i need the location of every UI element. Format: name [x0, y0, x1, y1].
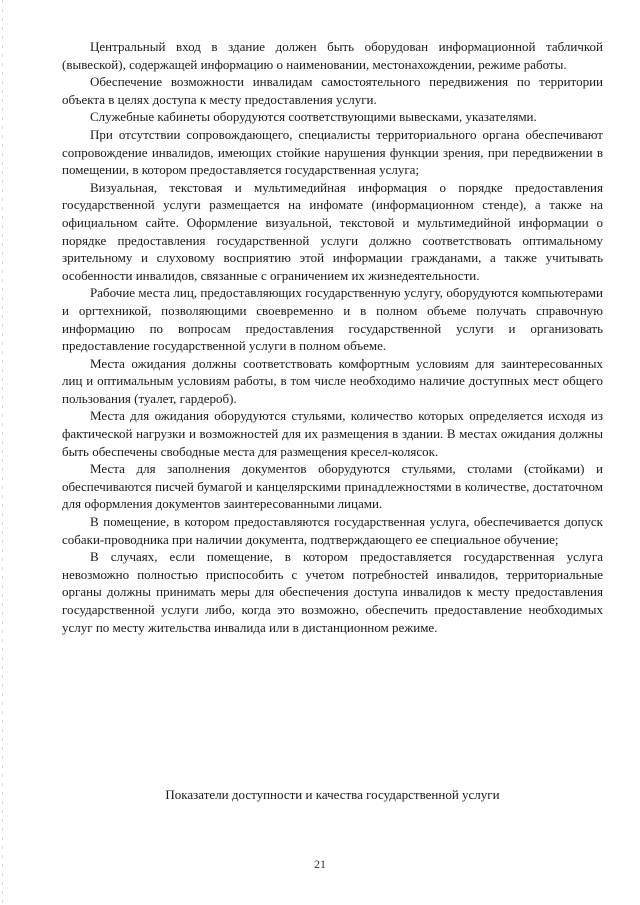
paragraph-visual-information: Визуальная, текстовая и мультимедийная информация о порядке предоставления государственной услуги размещается на инфомате (информационном стенде), а также на официальном сайте. Оформление визуальной, текстовой и мультимедийной информации о порядке предоставления государственной услуги должно соответствовать оптимальному зрительному и слуховому восприятию этой информации гражданами, а также учитывать особенности инвалидов, связанные с ограничением их жизнедеятельности.	[62, 179, 603, 283]
paragraph-independent-movement: Обеспечение возможности инвалидам самостоятельного передвижения по территории объекта в целях доступа к месту предоставления услуги.	[62, 74, 603, 107]
paragraph-workplaces: Рабочие места лиц, предоставляющих государственную услугу, оборудуются компьютерами и оргтехникой, позволяющими своевременно и в полном объеме получать справочную информацию по вопросам предоставления государственной услуги и организовать предоставление государственной услуги в полном объеме.	[62, 285, 603, 354]
section-heading: Показатели доступности и качества государственной услуги	[165, 787, 500, 802]
paragraph-waiting-areas: Места ожидания должны соответствовать комфортным условиям для заинтересованных лиц и оптимальным условиям работы, в том числе необходимо наличие доступных мест общего пользования (туалет, гардероб).	[62, 355, 603, 406]
paragraph-guide-dog: В помещение, в котором предоставляются государственная услуга, обеспечивается допуск собаки-проводника при наличии документа, подтверждающего ее специальное обучение;	[62, 514, 603, 547]
paragraph-entrance-signage: Центральный вход в здание должен быть оборудован информационной табличкой (вывеской), содержащей информацию о наименовании, местонахождении, режиме работы.	[62, 39, 603, 72]
paragraph-document-filling: Места для заполнения документов оборудуются стульями, столами (стойками) и обеспечиваются писчей бумагой и канцелярскими принадлежностями в количестве, достаточном для оформления документов заинтересованными лицами.	[62, 461, 603, 512]
body-text	[62, 38, 603, 636]
paragraph-adaptation: В случаях, если помещение, в котором предоставляется государственная услуга невозможно полностью приспособить с учетом потребностей инвалидов, территориальные органы должны принимать меры для обеспечения доступа инвалидов к месту предоставления государственной услуги либо, когда это возможно, обеспечить предоставление необходимых услуг по месту жительства инвалида или в дистанционном режиме.	[62, 549, 603, 635]
page-number: 21	[314, 857, 326, 871]
scan-edge	[2, 0, 3, 905]
paragraph-escort: При отсутствии сопровождающего, специалисты территориального органа обеспечивают сопровождение инвалидов, имеющих стойкие нарушения функции зрения, при передвижении в помещении, в котором предоставляется государственная услуга;	[62, 126, 603, 178]
paragraph-office-signs: Служебные кабинеты оборудуются соответствующими вывесками, указателями.	[90, 109, 537, 125]
paragraph-waiting-seats: Места для ожидания оборудуются стульями, количество которых определяется исходя из фактической нагрузки и возможностей для их размещения в здании. В местах ожидания должны быть обеспечены свободные места для размещения кресел-колясок.	[62, 408, 603, 459]
